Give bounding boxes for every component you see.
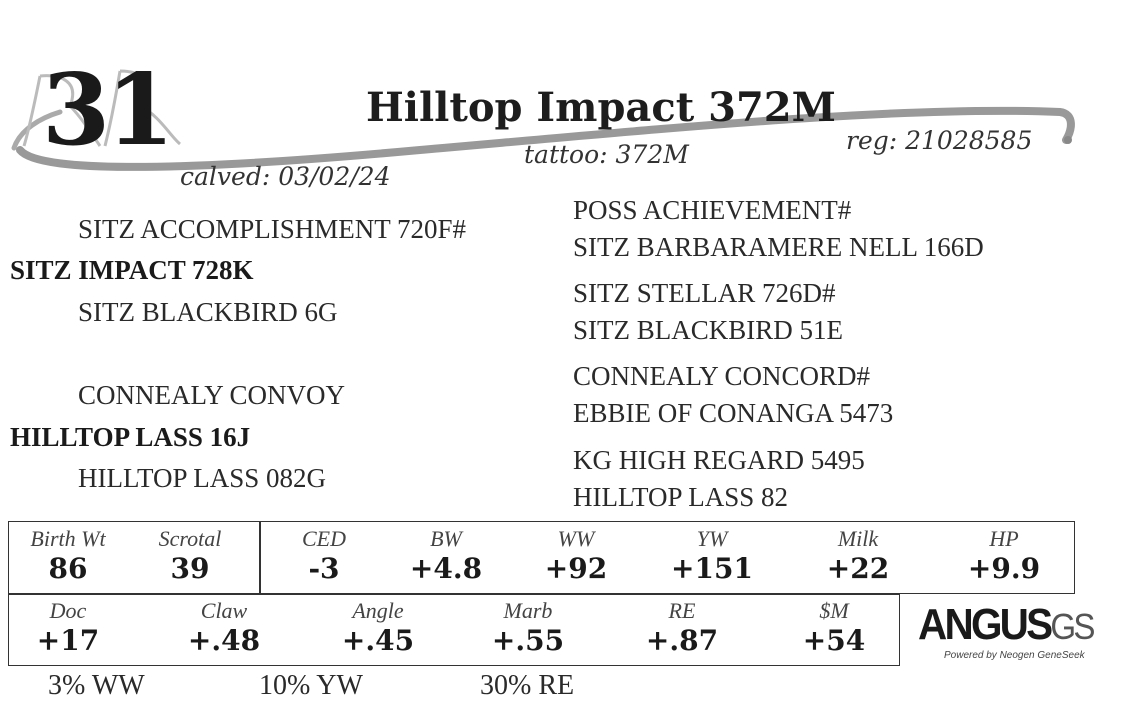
animal-name: Hilltop Impact 372M [366,84,836,131]
epd-ww [524,526,628,586]
actual-label: Birth Wt [30,526,106,551]
epd-label: Claw [200,598,248,623]
epd-label: $M [819,598,849,623]
epd-label: RE [668,598,696,623]
epd-label: WW [557,526,595,551]
epd-value: -3 [308,552,340,585]
percentile-ww: 3% WW [48,670,145,701]
tattoo: tattoo: 372M [524,140,689,169]
epd-label: BW [430,526,462,551]
logo-tagline: Powered by Neogen GeneSeek [944,650,1085,661]
epd-label: YW [696,526,728,551]
epd-doc [16,598,120,658]
actual-scrotal [134,526,246,586]
sire-dam: SITZ BLACKBIRD 6G [78,297,338,327]
epd-value: +92 [544,552,608,585]
calved-date: calved: 03/02/24 [180,162,391,191]
epd-value: +.87 [645,624,719,657]
percentile-yw: 10% YW [259,670,363,701]
pedigree-right-item: SITZ STELLAR 726D# [573,278,836,308]
epd-label: Marb [503,598,553,623]
table-divider [259,521,261,594]
epd-claw [172,598,276,658]
lot-number: 31 [42,53,171,168]
epd-label: Angle [352,598,404,623]
epd-value: +54 [802,624,866,657]
epd-value: +.48 [187,624,261,657]
registration-number: reg: 21028585 [846,126,1033,155]
actual-value: 86 [48,552,88,585]
epd-value: +.45 [341,624,415,657]
pedigree-right-item: EBBIE OF CONANGA 5473 [573,398,894,428]
epd-value: +4.8 [409,552,483,585]
pedigree-right-item: SITZ BLACKBIRD 51E [573,315,843,345]
sire: SITZ IMPACT 728K [10,255,254,285]
pedigree-right-item: POSS ACHIEVEMENT# [573,195,852,225]
epd-value: +151 [671,552,753,585]
epd-re [630,598,734,658]
epd-value: +17 [36,624,100,657]
pedigree-right-item: CONNEALY CONCORD# [573,361,871,391]
pedigree-right-item: HILLTOP LASS 82 [573,482,789,512]
epd-ced [272,526,376,586]
epd-label: Doc [49,598,87,623]
dam-sire: CONNEALY CONVOY [78,380,346,410]
epd-label: HP [989,526,1019,551]
epd-value: +.55 [491,624,565,657]
epd-yw [660,526,764,586]
epd-bw [394,526,498,586]
sire-sire: SITZ ACCOMPLISHMENT 720F# [78,214,467,244]
actual-birth-weight [12,526,124,586]
pedigree-right-item: KG HIGH REGARD 5495 [573,445,865,475]
epd-table-bottom [8,594,900,666]
epd-value: +22 [826,552,890,585]
actual-label: Scrotal [158,526,222,551]
epd-label: CED [302,526,346,551]
epd-value: +9.9 [967,552,1041,585]
epd-milk [806,526,910,586]
logo-brand: ANGUS [918,600,1051,649]
epd-angle [326,598,430,658]
dam-dam: HILLTOP LASS 082G [78,463,327,493]
epd-label: Milk [837,526,879,551]
epd-dollar-m [782,598,886,658]
actual-value: 39 [170,552,210,585]
dam: HILLTOP LASS 16J [10,422,251,452]
epd-marb [476,598,580,658]
logo-suffix: GS [1050,606,1093,647]
angus-gs-logo [918,600,1093,650]
percentile-re: 30% RE [480,670,575,701]
pedigree-right-item: SITZ BARBARAMERE NELL 166D [573,232,984,262]
epd-hp [952,526,1056,586]
